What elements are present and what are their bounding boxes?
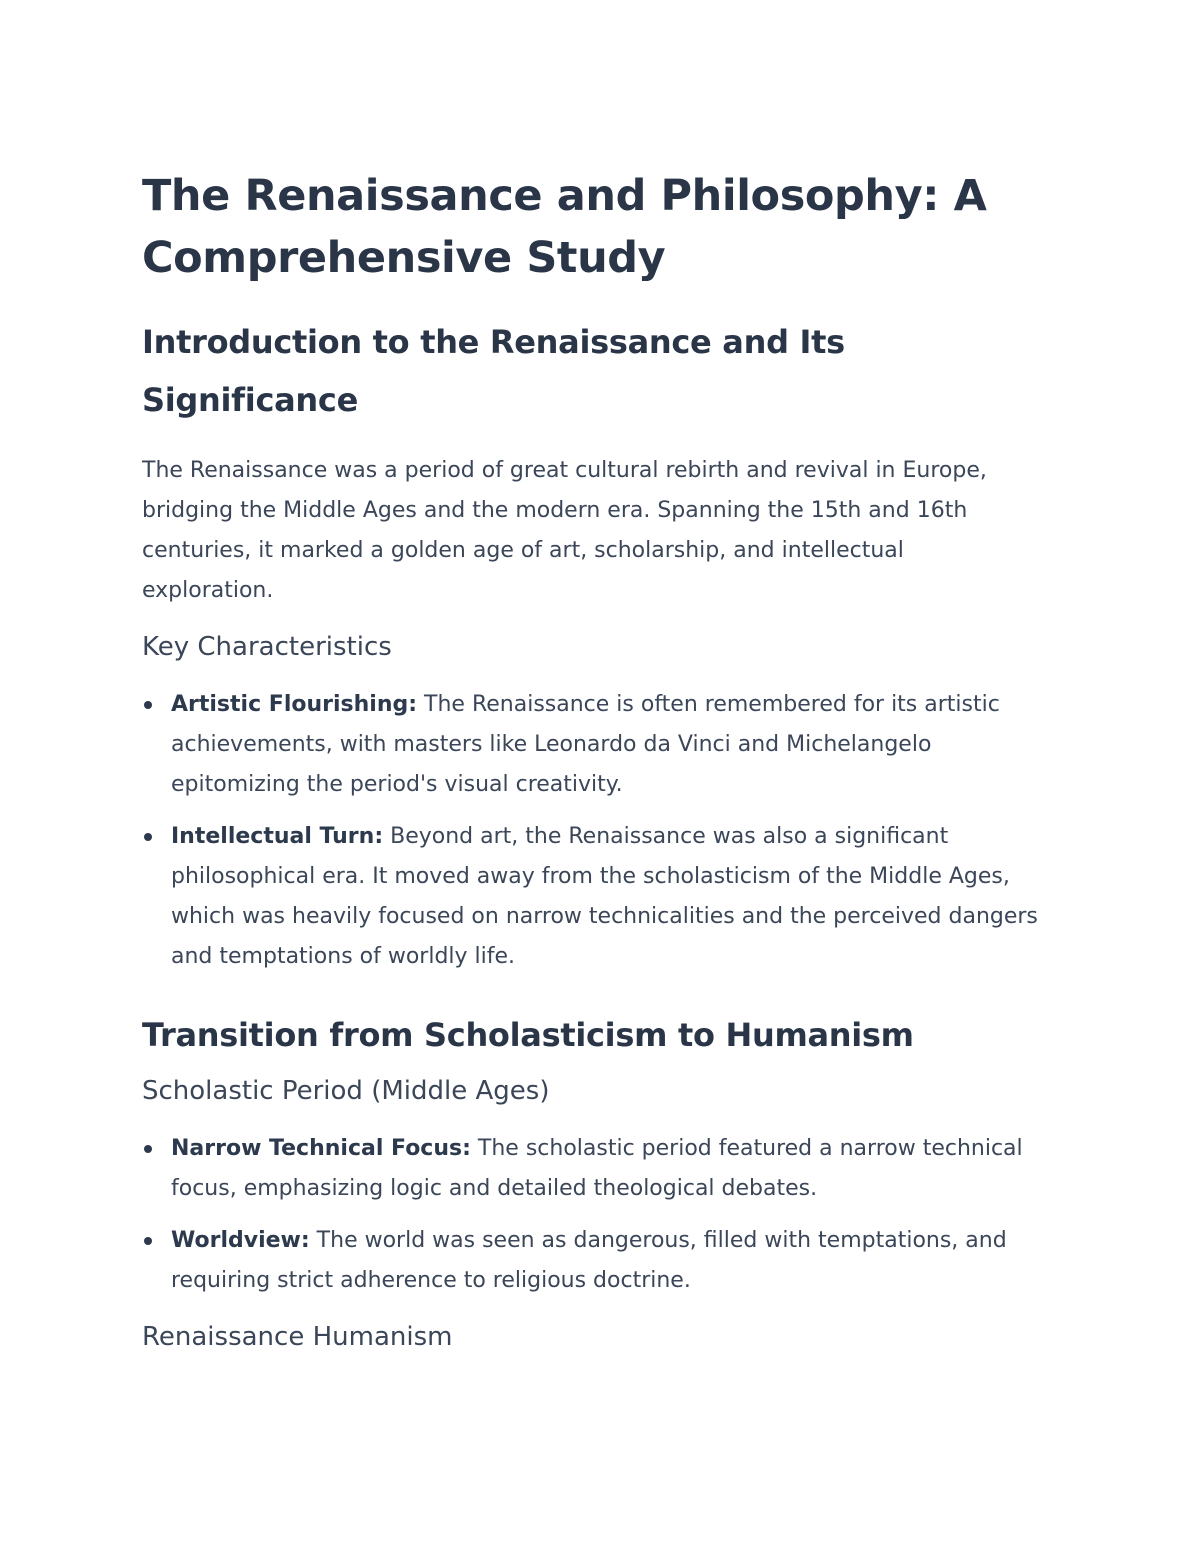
list-item	[142, 1129, 1042, 1209]
subheading-key-characteristics: Key Characteristics	[142, 632, 392, 662]
document-page	[142, 165, 1042, 1355]
list-item-term: Artistic Flourishing	[171, 692, 409, 717]
list-item	[142, 1221, 1042, 1301]
list-item-term: Worldview	[171, 1228, 301, 1253]
list-item-term: Narrow Technical Focus	[171, 1136, 463, 1161]
subheading-scholastic-period: Scholastic Period (Middle Ages)	[142, 1076, 550, 1106]
scholastic-period-list	[142, 1129, 1042, 1301]
list-item-text: Beyond art, the Renaissance was also a significant philosophical era. It moved away from the scholasticism of the Middle Ages, which was heavily focused on narrow technicalities and the perceived dangers and temptations of worldly life.	[171, 824, 1038, 969]
bullet-icon	[144, 701, 152, 709]
list-item-text: The world was seen as dangerous, filled with temptations, and requiring strict adherence to religious doctrine.	[171, 1228, 1007, 1293]
key-characteristics-list	[142, 685, 1042, 977]
intro-paragraph: The Renaissance was a period of great cultural rebirth and revival in Europe, bridging the Middle Ages and the modern era. Spanning the 15th and 16th centuries, it marked a golden age of art, scholarship, and intellectual exploration.	[142, 458, 987, 603]
list-item-text: The Renaissance is often remembered for its artistic achievements, with masters like Leonardo da Vinci and Michelangelo epitomizing the period's visual creativity.	[171, 692, 1000, 797]
list-item	[142, 685, 1042, 805]
section-heading-introduction: Introduction to the Renaissance and Its Significance	[142, 323, 845, 419]
section-heading-transition: Transition from Scholasticism to Humanism	[142, 1016, 914, 1054]
list-item-separator: :	[408, 692, 418, 717]
subheading-renaissance-humanism: Renaissance Humanism	[142, 1322, 453, 1352]
bullet-icon	[144, 1237, 152, 1245]
list-item-separator: :	[300, 1228, 310, 1253]
list-item-separator: :	[374, 824, 384, 849]
list-item-text: The scholastic period featured a narrow technical focus, emphasizing logic and detailed theological debates.	[171, 1136, 1023, 1201]
bullet-icon	[144, 833, 152, 841]
list-item	[142, 817, 1042, 977]
list-item-separator: :	[462, 1136, 471, 1161]
document-title: The Renaissance and Philosophy: A Comprehensive Study	[142, 171, 987, 283]
bullet-icon	[144, 1145, 152, 1153]
list-item-term: Intellectual Turn	[171, 824, 375, 849]
